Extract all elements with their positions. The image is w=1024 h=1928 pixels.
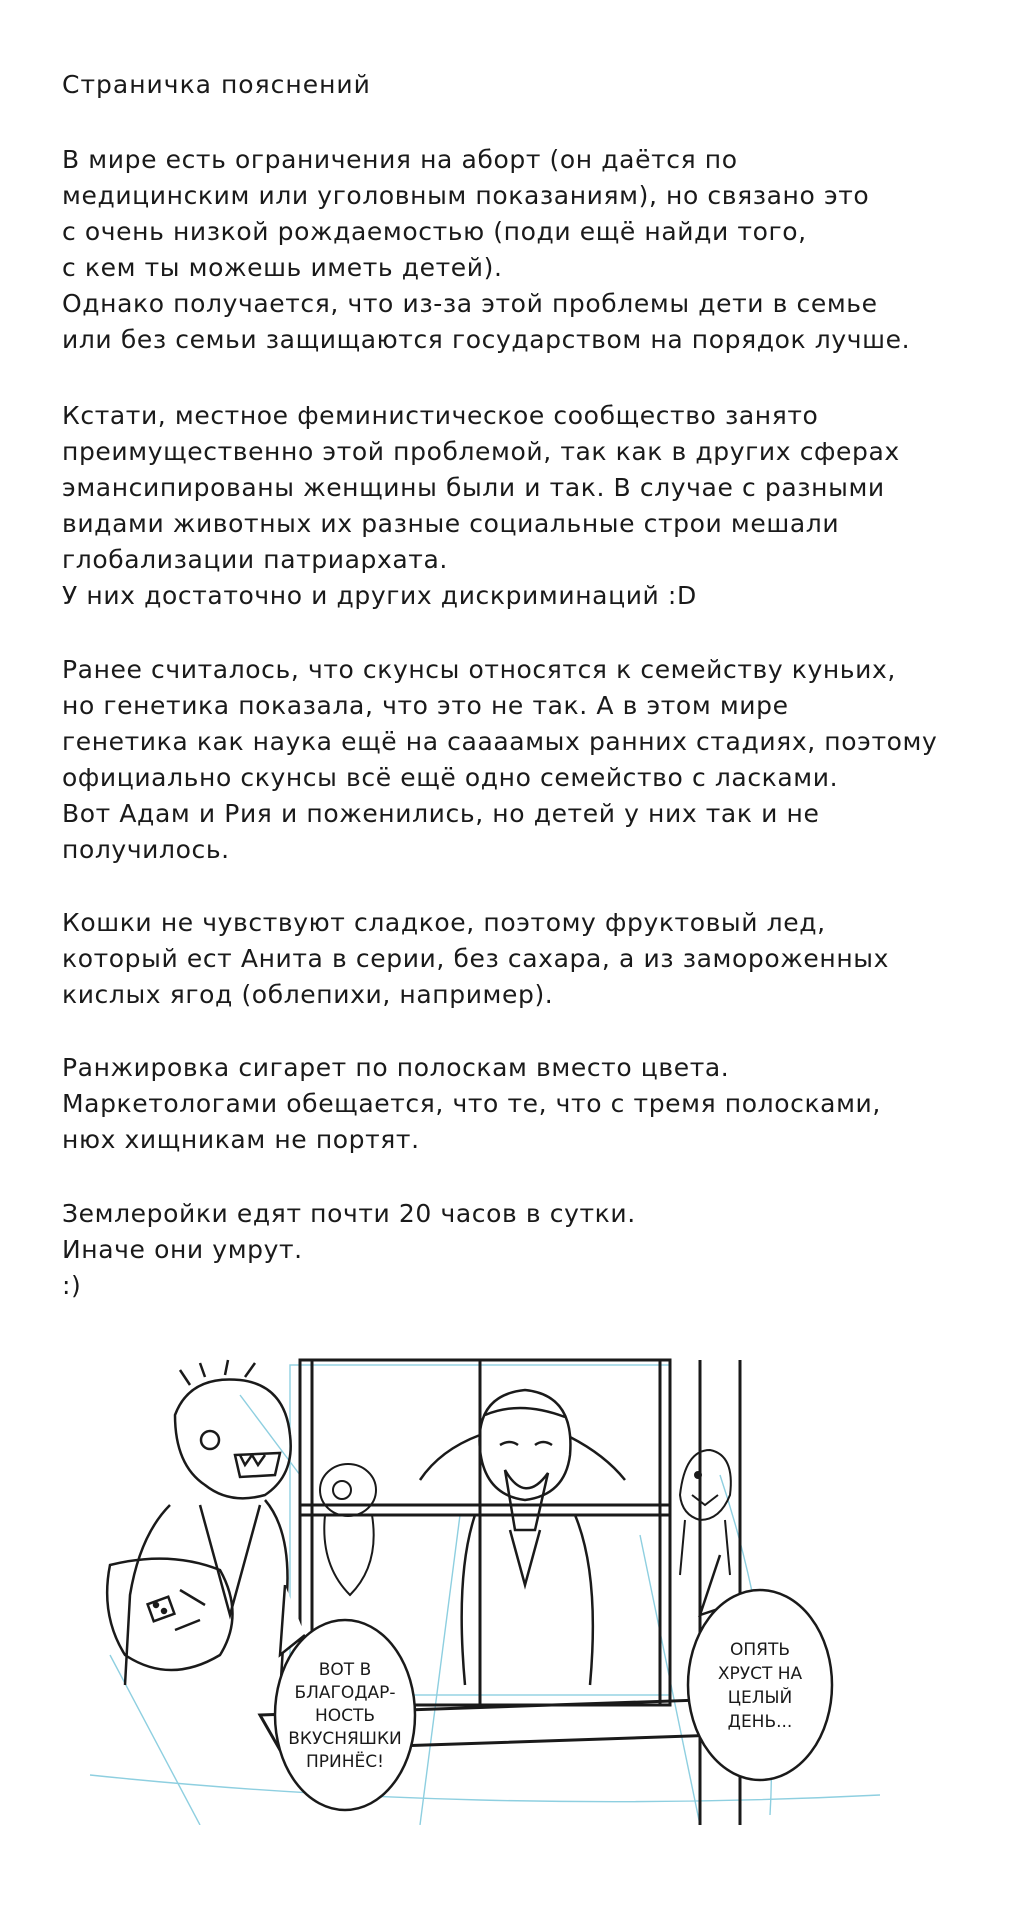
comic-illustration bbox=[80, 1355, 890, 1825]
small-character bbox=[320, 1464, 376, 1595]
text-line: преимущественно этой проблемой, так как в других сферах bbox=[62, 437, 900, 466]
text-line: :) bbox=[62, 1271, 82, 1300]
bubble-left-line: ВКУСНЯШКИ bbox=[288, 1729, 402, 1749]
text-line: В мире есть ограничения на аборт (он даётся по bbox=[62, 145, 738, 174]
text-line: видами животных их разные социальные строи мешали bbox=[62, 509, 840, 538]
page-title: Страничка пояснений bbox=[62, 70, 371, 99]
text-line: Иначе они умрут. bbox=[62, 1235, 303, 1264]
text-line: который ест Анита в серии, без сахара, а из замороженных bbox=[62, 944, 889, 973]
speech-bubble-right bbox=[688, 1555, 832, 1780]
text-line: генетика как наука ещё на саааамых ранних стадиях, поэтому bbox=[62, 727, 938, 756]
text-line: медицинским или уголовным показаниям), но связано это bbox=[62, 181, 870, 210]
text-line: получилось. bbox=[62, 835, 230, 864]
bubble-right-line: ЦЕЛЫЙ bbox=[727, 1688, 793, 1708]
paragraph-feminism bbox=[62, 398, 962, 614]
bubble-left-line: НОСТЬ bbox=[314, 1706, 376, 1726]
bubble-right-line: ДЕНЬ... bbox=[727, 1712, 793, 1732]
text-line: У них достаточно и других дискриминаций :D bbox=[62, 581, 697, 610]
speech-bubble-left bbox=[275, 1585, 415, 1810]
bubble-left-line: ВОТ В bbox=[318, 1660, 372, 1680]
rat-character bbox=[680, 1450, 731, 1575]
bubble-right-line: ХРУСТ НА bbox=[717, 1664, 803, 1684]
paragraph-abortion bbox=[62, 142, 962, 358]
paragraph-shrews bbox=[62, 1196, 962, 1304]
text-line: Кстати, местное феминистическое сообщество занято bbox=[62, 401, 819, 430]
text-line: кислых ягод (облепихи, например). bbox=[62, 980, 554, 1009]
text-line: нюх хищникам не портят. bbox=[62, 1125, 420, 1154]
text-line: официально скунсы всё ещё одно семейство с ласками. bbox=[62, 763, 839, 792]
text-line: эмансипированы женщины были и так. В случае с разными bbox=[62, 473, 885, 502]
paragraph-cigarettes bbox=[62, 1050, 962, 1158]
text-line: Землеройки едят почти 20 часов в сутки. bbox=[62, 1199, 636, 1228]
text-line: глобализации патриархата. bbox=[62, 545, 448, 574]
text-line: Однако получается, что из-за этой проблемы дети в семье bbox=[62, 289, 878, 318]
text-line: Маркетологами обещается, что те, что с тремя полосками, bbox=[62, 1089, 881, 1118]
text-line: Вот Адам и Рия и поженились, но детей у них так и не bbox=[62, 799, 820, 828]
text-line: Ранжировка сигарет по полоскам вместо цвета. bbox=[62, 1053, 730, 1082]
text-line: с кем ты можешь иметь детей). bbox=[62, 253, 503, 282]
bubble-right-line: ОПЯТЬ bbox=[729, 1640, 791, 1660]
bubble-left-line: ПРИНЁС! bbox=[306, 1752, 384, 1772]
man-character bbox=[107, 1360, 291, 1695]
bubble-left-line: БЛАГОДАР- bbox=[294, 1683, 396, 1703]
girl-character bbox=[420, 1390, 625, 1685]
text-line: или без семьи защищаются государством на порядок лучше. bbox=[62, 325, 911, 354]
text-line: Ранее считалось, что скунсы относятся к семейству куньих, bbox=[62, 655, 896, 684]
text-line: но генетика показала, что это не так. А в этом мире bbox=[62, 691, 789, 720]
paragraph-skunks bbox=[62, 652, 962, 868]
paragraph-cats bbox=[62, 905, 962, 1013]
text-line: Кошки не чувствуют сладкое, поэтому фруктовый лед, bbox=[62, 908, 826, 937]
text-line: с очень низкой рождаемостью (поди ещё найди того, bbox=[62, 217, 807, 246]
